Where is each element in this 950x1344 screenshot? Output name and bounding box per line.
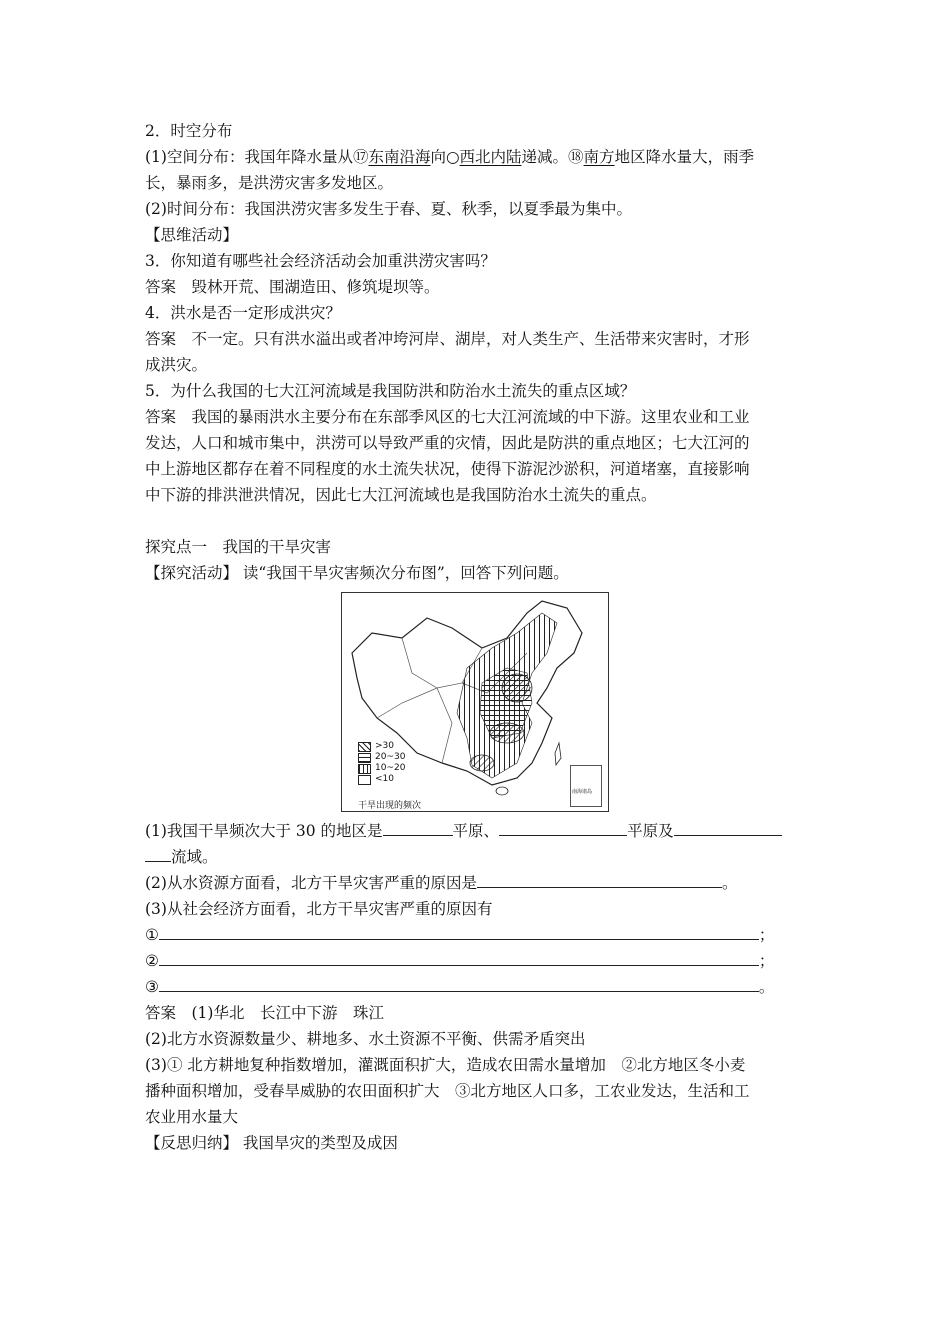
question-4: 4．洪水是否一定形成洪灾？ (145, 304, 341, 322)
text: ； (758, 952, 775, 970)
explore-heading: 探究点一 我国的干旱灾害 (145, 538, 332, 556)
question-3: 3．你知道有哪些社会经济活动会加重洪涝灾害吗？ (145, 252, 496, 270)
zone-over-30-north (502, 674, 532, 702)
text: ② (145, 952, 159, 970)
map-caption: 干旱出现的频次 (358, 801, 422, 811)
answer-line-1: 答案 (1)华北 长江中下游 珠江 (145, 1004, 384, 1022)
text: 地区降水量大，雨季 (614, 148, 755, 166)
hainan-island (496, 787, 508, 795)
text: (1)我国干旱频次大于 30 的地区是 (145, 822, 383, 840)
section-title: 2．时空分布 (145, 122, 233, 140)
text: (2)从水资源方面看，北方干旱灾害严重的原因是 (145, 874, 477, 892)
answer-4-line2: 成洪灾。 (145, 356, 208, 374)
answer-line-2: (2)北方水资源数量少、耕地多、水土资源不平衡、供需矛盾突出 (145, 1030, 586, 1048)
paragraph-spatial (145, 144, 810, 170)
explore-activity: 【探究活动】 读“我国干旱灾害频次分布图”，回答下列问题。 (145, 564, 569, 582)
text: 递减。⑱ (521, 148, 584, 166)
answer-blank[interactable] (145, 845, 171, 862)
answer-5-line2: 发达，人口和城市集中，洪涝可以导致严重的灾情，因此是防洪的重点地区；七大江河的 (145, 434, 750, 452)
answer-blank[interactable] (383, 819, 453, 836)
underlined-text: 南方 (583, 148, 615, 166)
zone-over-30-yangtze (490, 723, 524, 743)
answer-blank[interactable] (159, 923, 759, 940)
underlined-text: 西北内陆 (459, 148, 522, 166)
legend-label: 20~30 (375, 752, 406, 762)
answer-blank[interactable] (477, 871, 722, 888)
text: ③ (145, 978, 159, 996)
text: 。 (721, 874, 738, 892)
paragraph-temporal: (2)时间分布：我国洪涝灾害多发生于春、夏、秋季，以夏季最为集中。 (145, 200, 632, 218)
legend-item (358, 763, 405, 774)
answer-5-line4: 中下游的排洪泄洪情况，因此七大江河流域也是我国防治水土流失的重点。 (145, 486, 657, 504)
zone-over-30-pearl (470, 755, 494, 771)
thinking-heading: 【思维活动】 (145, 226, 239, 244)
answer-blank[interactable] (159, 975, 759, 992)
text: (1)空间分布：我国年降水量从⑰ (145, 148, 369, 166)
south-china-sea-inset (570, 765, 602, 807)
paragraph-line: 长，暴雨多，是洪涝灾害多发地区。 (145, 174, 394, 192)
text: 平原及 (627, 822, 674, 840)
legend-item (358, 774, 405, 785)
answer-4-line1: 答案 不一定。只有洪水溢出或者冲垮河岸、湖岸，对人类生产、生活带来灾害时，才形 (145, 330, 750, 348)
answer-line-5: 农业用水量大 (145, 1108, 239, 1126)
fill-question-2 (145, 870, 810, 896)
fill-question-1-cont (145, 844, 810, 870)
drought-frequency-map (341, 592, 609, 812)
text: 。 (758, 978, 775, 996)
reflect-heading: 【反思归纳】 我国旱灾的类型及成因 (145, 1134, 398, 1152)
legend-item (358, 752, 405, 763)
fill-question-3: (3)从社会经济方面看，北方干旱灾害严重的原因有 (145, 900, 493, 918)
answer-5-line3: 中上游地区都存在着不同程度的水土流失状况，使得下游泥沙淤积，河道堵塞，直接影响 (145, 460, 750, 478)
question-5: 5．为什么我国的七大江河流域是我国防洪和防治水土流失的重点区域？ (145, 382, 636, 400)
answer-blank[interactable] (159, 949, 759, 966)
answer-blank[interactable] (674, 819, 782, 836)
text: 向○ (430, 148, 460, 166)
taiwan-island (555, 743, 561, 765)
legend-label: <10 (375, 774, 394, 784)
answer-5-line1: 答案 我国的暴雨洪水主要分布在东部季风区的七大江河流域的中下游。这里农业和工业 (145, 408, 750, 426)
answer-3: 答案 毁林开荒、围湖造田、修筑堤坝等。 (145, 278, 440, 296)
blank-line-3 (145, 974, 810, 1000)
legend-item (358, 741, 405, 752)
fill-question-1 (145, 818, 810, 844)
answer-line-3: (3)① 北方耕地复种指数增加，灌溉面积扩大，造成农田需水量增加 ②北方地区冬小麦 (145, 1056, 746, 1074)
text: 平原、 (452, 822, 500, 840)
text: ① (145, 926, 159, 944)
answer-blank[interactable] (499, 819, 627, 836)
legend-label: >30 (375, 741, 394, 751)
map-legend (358, 741, 405, 785)
document-page (145, 118, 810, 1156)
underlined-text: 东南沿海 (368, 148, 431, 166)
inset-label: 南海诸岛 (572, 789, 593, 795)
answer-line-4: 播种面积增加，受春旱威胁的农田面积扩大 ③北方地区人口多，工农业发达，生活和工 (145, 1082, 750, 1100)
text: 流域。 (171, 848, 218, 866)
legend-label: 10~20 (375, 763, 406, 773)
text: ； (758, 926, 775, 944)
blank-line-1 (145, 922, 810, 948)
blank-line-2 (145, 948, 810, 974)
